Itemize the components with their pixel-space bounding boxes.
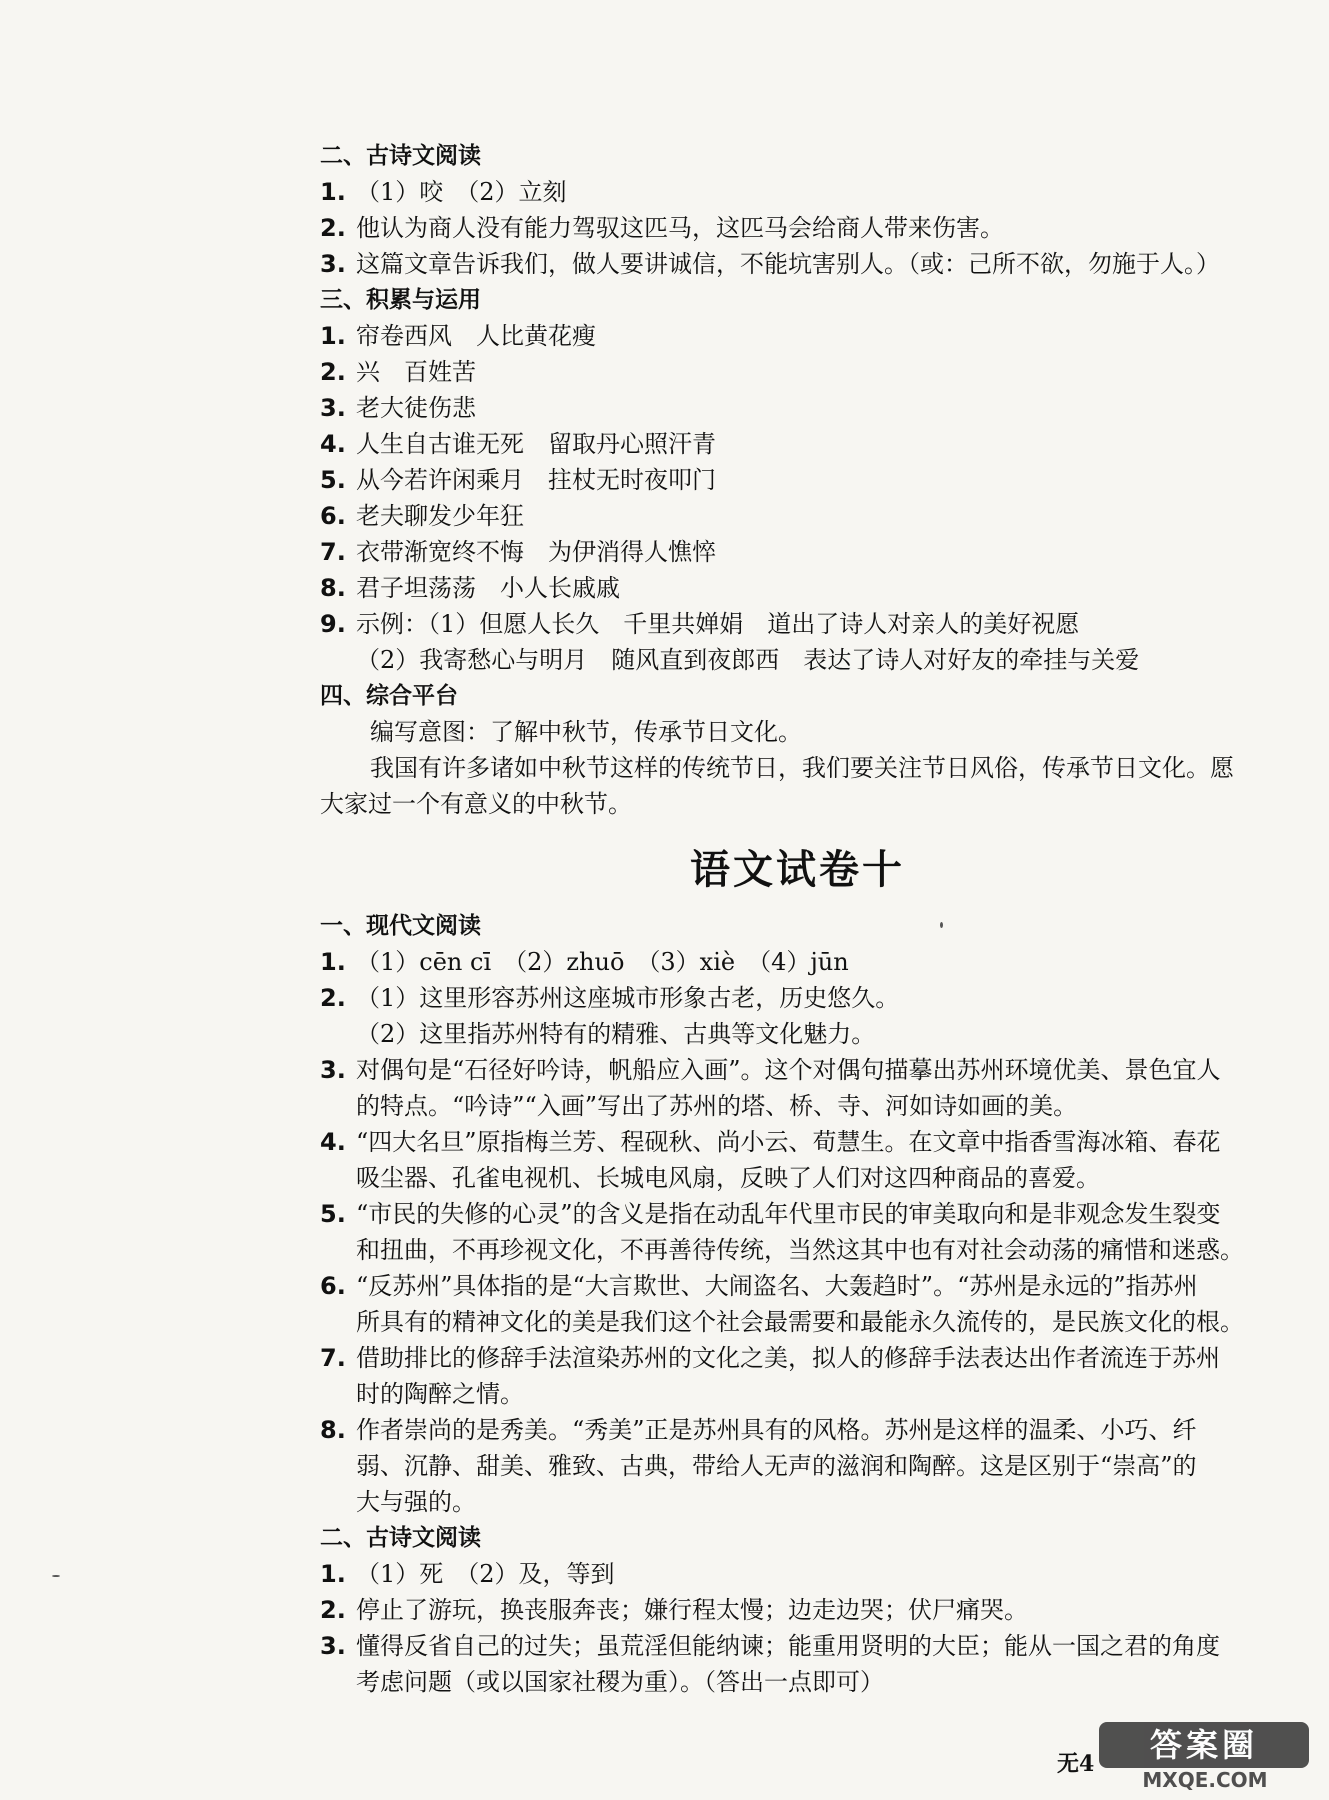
item-number: 7. xyxy=(320,538,346,566)
paragraph-continuation: 大家过一个有意义的中秋节。 xyxy=(320,790,632,818)
item-number: 5. xyxy=(320,466,346,494)
item-text: 从今若许闲乘月 拄杖无时夜叩门 xyxy=(356,466,716,494)
exam-title: 语文试卷十 xyxy=(690,846,905,893)
watermark-logo: 答案圈 xyxy=(1099,1722,1309,1768)
list-item-continuation: 时的陶醉之情。 xyxy=(356,1380,524,1408)
item-number: 8. xyxy=(320,574,346,602)
list-item-continuation: 吸尘器、孔雀电视机、长城电风扇，反映了人们对这四种商品的喜爱。 xyxy=(356,1164,1100,1192)
item-text: 兴 百姓苦 xyxy=(356,358,476,386)
item-number: 9. xyxy=(320,610,346,638)
item-text: （1）死 （2）及，等到 xyxy=(356,1560,615,1588)
page-footer xyxy=(1057,1722,1317,1794)
list-item xyxy=(320,534,1275,570)
item-text: （1）这里形容苏州这座城市形象古老，历史悠久。 xyxy=(356,984,900,1012)
section-heading-accumulation: 三、积累与运用 xyxy=(320,287,481,313)
item-number: 7. xyxy=(320,1344,346,1372)
list-item xyxy=(320,944,1275,980)
section-heading-integrated-platform: 四、综合平台 xyxy=(320,683,458,709)
item-text: （1）咬 （2）立刻 xyxy=(356,178,567,206)
item-number: 8. xyxy=(320,1416,346,1444)
list-item-continuation: （2）这里指苏州特有的精雅、古典等文化魅力。 xyxy=(356,1020,876,1048)
item-text: 帘卷西风 人比黄花瘦 xyxy=(356,322,596,350)
list-item xyxy=(320,606,1275,642)
item-number: 1. xyxy=(320,322,346,350)
page-content xyxy=(320,138,1275,1700)
list-item-continuation: 和扭曲，不再珍视文化，不再善待传统，当然这其中也有对社会动荡的痛惜和迷惑。 xyxy=(356,1236,1244,1264)
scan-speck xyxy=(52,1575,60,1577)
item-number: 2. xyxy=(320,984,346,1012)
item-text: 衣带渐宽终不悔 为伊消得人憔悴 xyxy=(356,538,716,566)
item-number: 4. xyxy=(320,430,346,458)
list-item xyxy=(320,980,1275,1016)
list-item-continuation: 的特点。“吟诗”“入画”写出了苏州的塔、桥、寺、河如诗如画的美。 xyxy=(356,1092,1078,1120)
list-item xyxy=(320,390,1275,426)
item-text: 老夫聊发少年狂 xyxy=(356,502,524,530)
paragraph: 编写意图：了解中秋节，传承节日文化。 xyxy=(370,718,802,746)
section-heading-classical-reading-2: 二、古诗文阅读 xyxy=(320,1525,481,1551)
item-text: “四大名旦”原指梅兰芳、程砚秋、尚小云、荀慧生。在文章中指香雪海冰箱、春花 xyxy=(356,1128,1221,1156)
item-text: 作者崇尚的是秀美。“秀美”正是苏州具有的风格。苏州是这样的温柔、小巧、纤 xyxy=(356,1416,1197,1444)
list-item xyxy=(320,354,1275,390)
watermark-url: MXQE.COM xyxy=(1142,1768,1268,1792)
item-text: 他认为商人没有能力驾驭这匹马，这匹马会给商人带来伤害。 xyxy=(356,214,1004,242)
item-number: 5. xyxy=(320,1200,346,1228)
list-item xyxy=(320,498,1275,534)
list-item xyxy=(320,1268,1275,1304)
item-number: 3. xyxy=(320,1632,346,1660)
item-text: 借助排比的修辞手法渲染苏州的文化之美，拟人的修辞手法表达出作者流连于苏州 xyxy=(356,1344,1220,1372)
list-item xyxy=(320,462,1275,498)
paragraph: 我国有许多诸如中秋节这样的传统节日，我们要关注节日风俗，传承节日文化。愿 xyxy=(370,754,1234,782)
list-item-continuation: （2）我寄愁心与明月 随风直到夜郎西 表达了诗人对好友的牵挂与关爱 xyxy=(356,646,1140,674)
item-text: 对偶句是“石径好吟诗，帆船应入画”。这个对偶句描摹出苏州环境优美、景色宜人 xyxy=(356,1056,1221,1084)
list-item xyxy=(320,426,1275,462)
section-heading-classical-reading: 二、古诗文阅读 xyxy=(320,143,481,169)
item-number: 4. xyxy=(320,1128,346,1156)
item-text: 示例：（1）但愿人长久 千里共婵娟 道出了诗人对亲人的美好祝愿 xyxy=(356,610,1080,638)
list-item xyxy=(320,1412,1275,1448)
item-text: 人生自古谁无死 留取丹心照汗青 xyxy=(356,430,716,458)
item-text: 停止了游玩，换丧服奔丧；嫌行程太慢；边走边哭；伏尸痛哭。 xyxy=(356,1596,1028,1624)
item-number: 2. xyxy=(320,214,346,242)
item-text: 老大徒伤悲 xyxy=(356,394,476,422)
section-heading-modern-reading: 一、现代文阅读 xyxy=(320,913,481,939)
item-number: 3. xyxy=(320,1056,346,1084)
item-number: 1. xyxy=(320,178,346,206)
scan-speck xyxy=(940,922,943,928)
list-item xyxy=(320,1052,1275,1088)
item-text: “市民的失修的心灵”的含义是指在动乱年代里市民的审美取向和是非观念发生裂变 xyxy=(356,1200,1221,1228)
list-item xyxy=(320,318,1275,354)
list-item xyxy=(320,1628,1275,1664)
item-number: 1. xyxy=(320,1560,346,1588)
item-number: 1. xyxy=(320,948,346,976)
list-item xyxy=(320,570,1275,606)
item-text: 懂得反省自己的过失；虽荒淫但能纳谏；能重用贤明的大臣；能从一国之君的角度 xyxy=(356,1632,1220,1660)
item-number: 2. xyxy=(320,358,346,386)
item-number: 6. xyxy=(320,1272,346,1300)
list-item-continuation: 所具有的精神文化的美是我们这个社会最需要和最能永久流传的，是民族文化的根。 xyxy=(356,1308,1244,1336)
list-item xyxy=(320,174,1275,210)
item-text: “反苏州”具体指的是“大言欺世、大闹盗名、大轰趋时”。“苏州是永远的”指苏州 xyxy=(356,1272,1198,1300)
item-number: 3. xyxy=(320,394,346,422)
list-item xyxy=(320,246,1275,282)
list-item xyxy=(320,1592,1275,1628)
item-text: 君子坦荡荡 小人长戚戚 xyxy=(356,574,620,602)
list-item-continuation: 大与强的。 xyxy=(356,1488,476,1516)
list-item xyxy=(320,210,1275,246)
list-item-continuation: 弱、沉静、甜美、雅致、古典，带给人无声的滋润和陶醉。这是区别于“崇高”的 xyxy=(356,1452,1197,1480)
list-item xyxy=(320,1556,1275,1592)
list-item xyxy=(320,1340,1275,1376)
page-number: 无4 xyxy=(1057,1751,1095,1777)
item-number: 2. xyxy=(320,1596,346,1624)
list-item xyxy=(320,1196,1275,1232)
item-text: 这篇文章告诉我们，做人要讲诚信，不能坑害别人。（或：己所不欲，勿施于人。） xyxy=(356,250,1220,278)
item-text: （1）cēn cī （2）zhuō （3）xiè （4）jūn xyxy=(356,948,849,976)
list-item-continuation: 考虑问题（或以国家社稷为重）。（答出一点即可） xyxy=(356,1668,884,1696)
item-number: 3. xyxy=(320,250,346,278)
list-item xyxy=(320,1124,1275,1160)
item-number: 6. xyxy=(320,502,346,530)
